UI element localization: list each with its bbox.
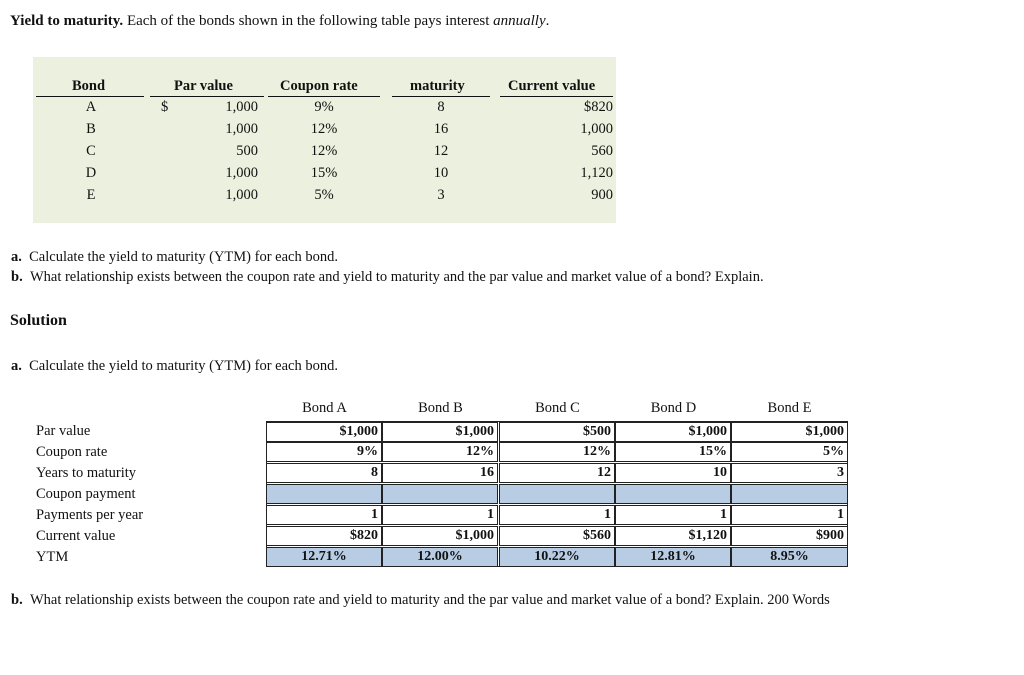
solution-value-cell: $1,120 xyxy=(615,526,731,546)
bond-column-header: Bond B xyxy=(418,400,463,416)
bond-table-coupon-cell: 12% xyxy=(310,121,338,137)
solution-ytm-cell: 12.81% xyxy=(615,547,731,567)
bond-column-header: Bond D xyxy=(650,400,697,416)
solution-ytm-cell: 12.00% xyxy=(382,547,498,567)
solution-years-cell: 12 xyxy=(499,463,615,483)
bond-table-value-cell: 1,120 xyxy=(580,165,613,181)
bond-table-maturity-cell: 8 xyxy=(437,99,445,115)
bond-table-bond-cell: D xyxy=(85,165,97,181)
bond-table-coupon-cell: 12% xyxy=(310,143,338,159)
solution-question-a-text: Calculate the yield to maturity (YTM) for each bond. xyxy=(29,358,338,374)
solution-years-cell: 16 xyxy=(382,463,498,483)
row-label-par-value: Par value xyxy=(36,423,91,439)
solution-question-a xyxy=(11,358,338,375)
bond-table-bond-cell: A xyxy=(85,99,97,115)
solution-coupon-cell: 12% xyxy=(499,442,615,462)
row-label-payments-per-year: Payments per year xyxy=(36,507,144,523)
bond-table-value-cell: 560 xyxy=(591,143,613,159)
bond-table-value-cell: 900 xyxy=(591,187,613,203)
bond-table-par-cell: 1,000 xyxy=(225,121,258,137)
solution-years-cell: 8 xyxy=(266,463,382,483)
bond-table-coupon-cell: 15% xyxy=(310,165,338,181)
bond-table-par-cell: 1,000 xyxy=(225,187,258,203)
coupon-payment-input-cell[interactable] xyxy=(266,484,382,504)
problem-title-bold: Yield to maturity. xyxy=(10,13,124,29)
bond-table-par-cell: 500 xyxy=(236,143,258,159)
problem-title-italic: annually xyxy=(493,13,546,29)
bond-table-par-cell: 1,000 xyxy=(225,99,258,115)
bond-table-coupon-cell: 9% xyxy=(314,99,334,115)
solution-par-cell: $1,000 xyxy=(731,422,848,442)
bond-column-header: Bond E xyxy=(767,400,812,416)
bond-column-header: Bond A xyxy=(302,400,347,416)
solution-question-b xyxy=(11,592,830,609)
bond-table-maturity-cell: 16 xyxy=(433,121,449,137)
header-maturity: maturity xyxy=(410,78,465,94)
problem-title xyxy=(10,13,549,30)
solution-question-b-text: What relationship exists between the coupon rate and yield to maturity and the par value and market value of a bond? Explain. 200 Words xyxy=(29,592,830,608)
coupon-payment-input-cell[interactable] xyxy=(499,484,615,504)
solution-payments-cell: 1 xyxy=(731,505,848,525)
solution-years-cell: 3 xyxy=(731,463,848,483)
bond-table-bond-cell: E xyxy=(86,187,96,203)
bond-table-maturity-cell: 3 xyxy=(437,187,445,203)
question-b-text: What relationship exists between the coupon rate and yield to maturity and the par value and market value of a bond? Explain. xyxy=(29,269,764,285)
coupon-payment-input-cell[interactable] xyxy=(615,484,731,504)
bond-table-maturity-cell: 12 xyxy=(433,143,449,159)
solution-ytm-cell: 8.95% xyxy=(731,547,848,567)
question-a-text: Calculate the yield to maturity (YTM) for each bond. xyxy=(29,249,338,265)
solution-question-b-label: b. xyxy=(11,592,23,608)
solution-value-cell: $560 xyxy=(499,526,615,546)
coupon-payment-input-cell[interactable] xyxy=(731,484,848,504)
header-coupon-rate: Coupon rate xyxy=(280,78,358,94)
header-bond: Bond xyxy=(72,78,106,94)
row-label-ytm: YTM xyxy=(36,549,69,565)
header-underline xyxy=(36,96,144,97)
problem-title-text: Each of the bonds shown in the following table pays interest xyxy=(123,13,494,29)
solution-question-a-label: a. xyxy=(11,358,22,374)
header-underline xyxy=(500,96,613,97)
solution-payments-cell: 1 xyxy=(615,505,731,525)
question-a xyxy=(11,249,338,266)
question-b-label: b. xyxy=(11,269,23,285)
solution-coupon-cell: 9% xyxy=(266,442,382,462)
bond-column-header: Bond C xyxy=(535,400,580,416)
bond-table-bond-cell: B xyxy=(86,121,96,137)
header-underline xyxy=(268,96,380,97)
row-label-current-value: Current value xyxy=(36,528,116,544)
solution-par-cell: $1,000 xyxy=(615,422,731,442)
coupon-payment-input-cell[interactable] xyxy=(382,484,498,504)
solution-coupon-cell: 15% xyxy=(615,442,731,462)
row-label-coupon-rate: Coupon rate xyxy=(36,444,108,460)
solution-value-cell: $900 xyxy=(731,526,848,546)
solution-value-cell: $820 xyxy=(266,526,382,546)
question-b xyxy=(11,269,764,286)
dollar-sign: $ xyxy=(161,99,169,115)
header-underline xyxy=(392,96,490,97)
row-label-years-to-maturity: Years to maturity xyxy=(36,465,137,481)
header-underline xyxy=(150,96,264,97)
bond-table-coupon-cell: 5% xyxy=(314,187,334,203)
bond-table-maturity-cell: 10 xyxy=(433,165,449,181)
solution-value-cell: $1,000 xyxy=(382,526,498,546)
solution-payments-cell: 1 xyxy=(266,505,382,525)
solution-payments-cell: 1 xyxy=(382,505,498,525)
bond-table-value-cell: $820 xyxy=(584,99,613,115)
bond-table-par-cell: 1,000 xyxy=(225,165,258,181)
solution-coupon-cell: 5% xyxy=(731,442,848,462)
solution-heading: Solution xyxy=(10,312,67,329)
question-a-label: a. xyxy=(11,249,22,265)
row-label-coupon-payment: Coupon payment xyxy=(36,486,136,502)
solution-ytm-cell: 12.71% xyxy=(266,547,382,567)
bond-table-bond-cell: C xyxy=(86,143,96,159)
solution-par-cell: $1,000 xyxy=(382,422,498,442)
solution-par-cell: $500 xyxy=(499,422,615,442)
bond-table-value-cell: 1,000 xyxy=(580,121,613,137)
solution-years-cell: 10 xyxy=(615,463,731,483)
solution-coupon-cell: 12% xyxy=(382,442,498,462)
problem-title-end: . xyxy=(545,13,550,29)
solution-ytm-cell: 10.22% xyxy=(499,547,615,567)
header-par-value: Par value xyxy=(174,78,233,94)
solution-payments-cell: 1 xyxy=(499,505,615,525)
header-current-value: Current value xyxy=(508,78,596,94)
solution-par-cell: $1,000 xyxy=(266,422,382,442)
